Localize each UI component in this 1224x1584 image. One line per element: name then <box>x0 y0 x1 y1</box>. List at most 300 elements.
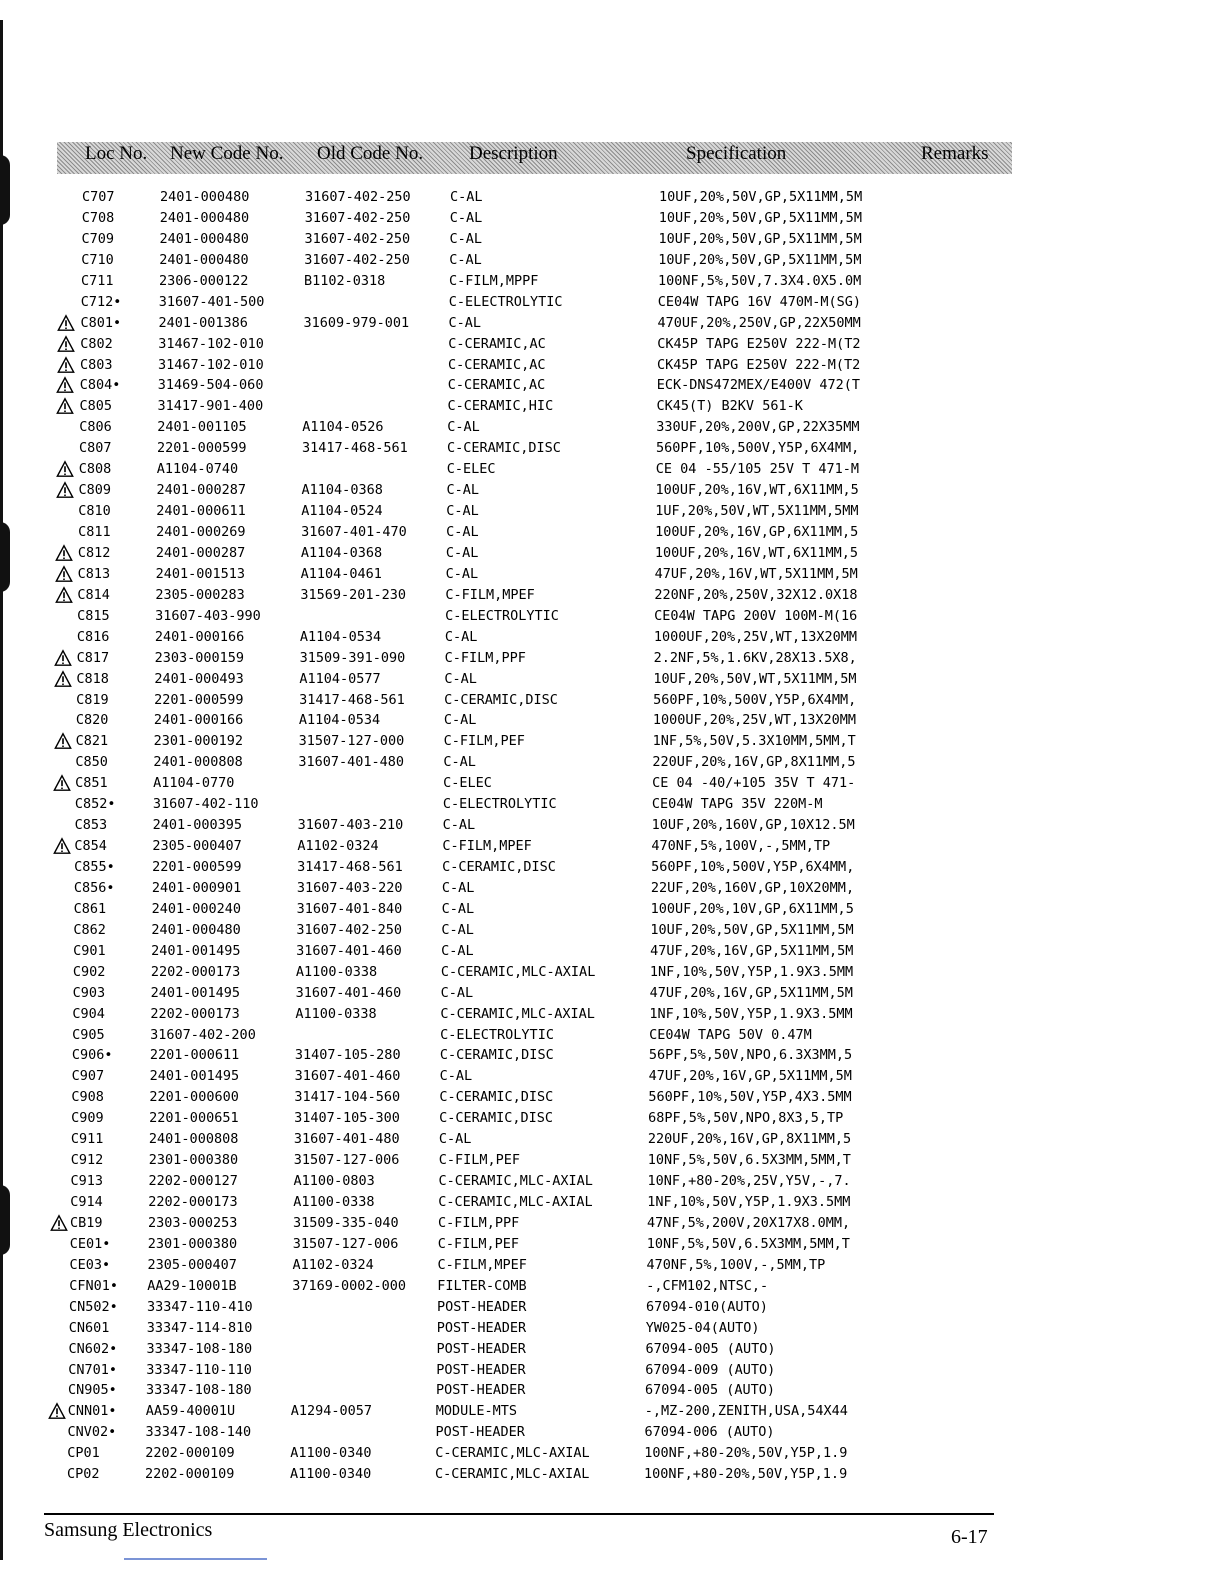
cell-new-code-no: 2202-000109 <box>145 1445 235 1462</box>
cell-description: C-AL <box>443 754 476 771</box>
cell-old-code-no: A1100-0803 <box>293 1173 375 1190</box>
cell-specification: 470NF,5%,100V,-,5MM,TP <box>646 1256 826 1273</box>
cell-specification: 47UF,20%,16V,GP,5X11MM,5M <box>649 984 853 1001</box>
cell-loc-no: C821 <box>75 733 109 750</box>
cell-specification: CK45P TAPG E250V 222-M(T2 <box>657 335 861 352</box>
cell-description: C-CERAMIC,DISC <box>439 1110 553 1127</box>
table-row <box>0 690 1224 711</box>
cell-new-code-no: 2201-000651 <box>149 1110 239 1127</box>
safety-warning-icon <box>53 774 71 792</box>
parts-table <box>0 187 1224 1485</box>
cell-new-code-no: 33347-114-810 <box>146 1319 253 1336</box>
cell-specification: 100NF,5%,50V,7.3X4.0X5.0M <box>658 272 862 289</box>
cell-specification: 10UF,20%,50V,WT,5X11MM,5M <box>653 670 857 687</box>
cell-description: C-AL <box>445 565 479 582</box>
cell-specification: 220UF,20%,16V,GP,8X11MM,5 <box>647 1131 852 1148</box>
safety-warning-icon <box>56 376 74 394</box>
cell-loc-no: C814 <box>77 586 110 603</box>
cell-specification: 10NF,5%,50V,6.5X3MM,5MM,T <box>647 1152 851 1169</box>
cell-old-code-no: 31609-979-001 <box>303 314 410 331</box>
table-row <box>0 648 1224 669</box>
cell-loc-no: CN701• <box>68 1361 117 1378</box>
cell-specification: CE04W TAPG 50V 0.47M <box>649 1026 812 1043</box>
cell-loc-no: CE01• <box>69 1235 111 1252</box>
cell-new-code-no: 2305-000407 <box>147 1256 237 1273</box>
cell-loc-no: C708 <box>81 209 115 226</box>
cell-specification: CE04W TAPG 16V 470M-M(SG) <box>657 293 861 310</box>
cell-specification: 10NF,+80-20%,25V,Y5V,-,7. <box>647 1173 851 1190</box>
safety-warning-icon <box>50 1214 68 1232</box>
cell-new-code-no: 2202-000173 <box>150 963 241 980</box>
cell-loc-no: C711 <box>81 272 114 289</box>
cell-new-code-no: 2401-001386 <box>158 314 248 331</box>
cell-loc-no: C908 <box>71 1089 104 1106</box>
cell-loc-no: C712• <box>80 293 122 310</box>
cell-old-code-no: 31417-468-561 <box>299 691 405 708</box>
cell-new-code-no: 2401-000395 <box>152 817 243 834</box>
cell-description: C-ELECTROLYTIC <box>445 607 559 624</box>
cell-description: C-FILM,PPF <box>444 649 526 666</box>
cell-old-code-no: 31607-402-250 <box>304 251 410 268</box>
cell-description: C-FILM,MPEF <box>445 586 535 603</box>
cell-loc-no: C912 <box>70 1152 104 1169</box>
table-row <box>0 857 1224 878</box>
cell-loc-no: CFN01• <box>69 1277 118 1294</box>
cell-new-code-no: A1104-0770 <box>153 775 235 792</box>
cell-old-code-no: 31417-104-560 <box>294 1089 401 1106</box>
table-row <box>0 334 1224 355</box>
cell-specification: 100UF,20%,16V,WT,6X11MM,5 <box>654 544 859 561</box>
cell-description: C-FILM,MPPF <box>449 272 539 289</box>
table-row <box>0 1213 1224 1234</box>
cell-old-code-no: 31509-391-090 <box>299 649 406 666</box>
cell-specification: YW025-04(AUTO) <box>645 1319 760 1336</box>
table-row <box>0 1380 1224 1401</box>
cell-old-code-no: 31607-403-220 <box>296 879 403 896</box>
cell-new-code-no: 2202-000173 <box>148 1194 238 1210</box>
cell-specification: 10UF,20%,50V,GP,5X11MM,5M <box>650 921 854 938</box>
cell-old-code-no: A1100-0340 <box>290 1466 372 1483</box>
cell-loc-no: C710 <box>81 251 114 268</box>
table-row <box>0 522 1224 543</box>
safety-warning-icon <box>53 837 71 855</box>
footer-link-underline <box>124 1558 267 1560</box>
cell-description: C-AL <box>446 482 480 499</box>
cell-loc-no: C803 <box>80 356 113 373</box>
cell-loc-no: C901 <box>73 942 106 959</box>
cell-specification: 100UF,20%,10V,GP,6X11MM,5 <box>650 900 854 917</box>
cell-loc-no: CP02 <box>67 1466 100 1483</box>
cell-old-code-no: 31407-105-280 <box>294 1047 401 1064</box>
table-row <box>0 396 1224 417</box>
cell-specification: 560PF,10%,50V,Y5P,4X3.5MM <box>648 1089 852 1106</box>
table-row <box>0 459 1224 480</box>
table-row <box>0 1087 1224 1108</box>
cell-new-code-no: 2202-000173 <box>150 1005 240 1022</box>
table-row <box>0 878 1224 899</box>
cell-loc-no: CP01 <box>67 1445 100 1462</box>
cell-new-code-no: 2305-000283 <box>155 586 245 603</box>
header-old-code-no: Old Code No. <box>317 143 424 164</box>
cell-loc-no: C810 <box>78 503 111 520</box>
cell-description: C-AL <box>448 314 482 331</box>
cell-description: C-ELEC <box>443 775 492 792</box>
cell-new-code-no: 2303-000159 <box>154 649 244 666</box>
cell-new-code-no: 2401-000480 <box>159 251 249 268</box>
cell-old-code-no: 31607-402-250 <box>305 189 411 205</box>
table-row <box>0 1443 1224 1464</box>
cell-specification: 47UF,20%,16V,GP,5X11MM,5M <box>650 942 854 959</box>
cell-new-code-no: 2401-000287 <box>155 544 246 561</box>
cell-specification: 560PF,10%,500V,Y5P,6X4MM, <box>656 440 860 457</box>
cell-loc-no: C820 <box>75 712 109 729</box>
cell-loc-no: CN602• <box>68 1340 118 1357</box>
cell-loc-no: C902 <box>72 963 106 980</box>
cell-specification: 560PF,10%,500V,Y5P,6X4MM, <box>651 859 855 875</box>
cell-description: C-FILM,PPF <box>437 1214 520 1231</box>
cell-description: C-AL <box>443 712 477 729</box>
cell-loc-no: C813 <box>77 565 111 582</box>
cell-description: FILTER-COMB <box>437 1277 527 1294</box>
cell-old-code-no: 31607-401-480 <box>293 1131 400 1148</box>
cell-description: MODULE-MTS <box>435 1403 518 1420</box>
table-row <box>0 669 1224 690</box>
cell-new-code-no: 31607-402-200 <box>150 1026 256 1043</box>
cell-description: POST-HEADER <box>436 1298 527 1315</box>
cell-description: C-CERAMIC,DISC <box>439 1047 554 1064</box>
cell-description: C-AL <box>450 189 483 205</box>
table-row <box>0 355 1224 376</box>
cell-old-code-no: 31607-403-210 <box>297 817 404 834</box>
cell-description: C-CERAMIC,MLC-AXIAL <box>438 1194 593 1210</box>
cell-loc-no: C807 <box>79 440 112 457</box>
cell-description: C-CERAMIC,AC <box>448 335 546 352</box>
table-row <box>0 899 1224 920</box>
cell-new-code-no: 2401-000166 <box>154 628 245 645</box>
cell-description: C-CERAMIC,DISC <box>447 440 561 457</box>
footer-rule <box>44 1513 994 1515</box>
cell-new-code-no: 33347-108-180 <box>145 1382 252 1399</box>
cell-new-code-no: 2401-001105 <box>157 419 247 436</box>
table-row <box>0 1360 1224 1381</box>
cell-old-code-no: 31417-468-561 <box>297 859 403 875</box>
cell-description: C-CERAMIC,HIC <box>447 398 554 415</box>
cell-description: C-CERAMIC,MLC-AXIAL <box>440 963 596 980</box>
cell-old-code-no: A1104-0524 <box>301 503 383 520</box>
cell-new-code-no: 31467-102-010 <box>158 335 264 352</box>
cell-new-code-no: 2401-001495 <box>151 942 241 959</box>
cell-old-code-no: A1102-0324 <box>297 838 379 855</box>
safety-warning-icon <box>57 314 75 332</box>
cell-old-code-no: A1104-0577 <box>299 670 381 687</box>
cell-specification: CE 04 -40/+105 35V T 471- <box>652 775 856 792</box>
cell-loc-no: C854 <box>74 838 107 855</box>
table-row <box>0 627 1224 648</box>
cell-old-code-no: 31509-335-040 <box>292 1214 399 1231</box>
safety-warning-icon <box>56 460 74 478</box>
cell-new-code-no: 2201-000600 <box>149 1089 239 1106</box>
cell-new-code-no: 33347-110-410 <box>146 1298 253 1315</box>
cell-old-code-no: 31569-201-230 <box>300 586 406 603</box>
table-row <box>0 585 1224 606</box>
cell-loc-no: C805 <box>79 398 113 415</box>
cell-old-code-no: A1104-0368 <box>300 544 383 561</box>
cell-new-code-no: 2202-000109 <box>145 1466 235 1483</box>
cell-new-code-no: 2401-001495 <box>149 1068 240 1085</box>
table-row <box>0 1318 1224 1339</box>
cell-specification: 1NF,10%,50V,Y5P,1.9X3.5MM <box>649 1005 853 1022</box>
cell-description: C-CERAMIC,MLC-AXIAL <box>440 1005 595 1022</box>
cell-description: C-ELECTROLYTIC <box>448 293 563 310</box>
cell-specification: 1UF,20%,50V,WT,5X11MM,5MM <box>655 503 859 520</box>
safety-warning-icon <box>54 670 72 688</box>
safety-warning-icon <box>55 544 73 562</box>
cell-new-code-no: 33347-108-180 <box>146 1340 253 1357</box>
cell-old-code-no: 31607-401-840 <box>296 900 403 917</box>
header-loc-no: Loc No. <box>85 143 148 164</box>
safety-warning-icon <box>55 565 73 583</box>
cell-specification: 10UF,20%,50V,GP,5X11MM,5M <box>658 230 862 247</box>
cell-loc-no: C914 <box>70 1194 103 1210</box>
cell-old-code-no: 31407-105-300 <box>294 1110 400 1127</box>
cell-new-code-no: 2303-000253 <box>147 1214 238 1231</box>
table-row <box>0 1150 1224 1171</box>
cell-new-code-no: 31417-901-400 <box>157 398 264 415</box>
cell-loc-no: C913 <box>70 1173 103 1190</box>
table-row <box>0 773 1224 794</box>
cell-specification: 330UF,20%,200V,GP,22X35MM <box>656 419 860 436</box>
cell-loc-no: C911 <box>70 1131 104 1148</box>
cell-loc-no: C909 <box>71 1110 104 1127</box>
safety-warning-icon <box>48 1402 66 1420</box>
cell-loc-no: CE03• <box>69 1256 111 1273</box>
table-row <box>0 731 1224 752</box>
safety-warning-icon <box>54 649 72 667</box>
cell-specification: 470UF,20%,250V,GP,22X50MM <box>657 314 861 331</box>
cell-specification: CE04W TAPG 200V 100M-M(16 <box>654 607 858 624</box>
cell-loc-no: C851 <box>75 775 108 792</box>
cell-loc-no: C819 <box>76 691 109 708</box>
cell-description: C-CERAMIC,MLC-AXIAL <box>435 1466 590 1483</box>
cell-specification: 47UF,20%,16V,WT,5X11MM,5M <box>654 565 858 582</box>
cell-loc-no: C808 <box>78 461 112 478</box>
table-row <box>0 1129 1224 1150</box>
footer-company: Samsung Electronics <box>44 1519 213 1541</box>
footer-page-number: 6-17 <box>951 1526 988 1548</box>
cell-new-code-no: 2401-000269 <box>156 524 246 540</box>
cell-loc-no: C906• <box>71 1047 113 1064</box>
table-row <box>0 564 1224 585</box>
table-row <box>0 1025 1224 1046</box>
cell-loc-no: C855• <box>74 859 115 875</box>
cell-description: C-AL <box>449 209 483 226</box>
cell-new-code-no: 2401-000808 <box>148 1131 239 1148</box>
cell-old-code-no: 31507-127-000 <box>298 733 405 750</box>
table-row <box>0 1422 1224 1443</box>
table-row <box>0 836 1224 857</box>
cell-loc-no: C811 <box>78 524 111 540</box>
cell-loc-no: C801• <box>80 314 122 331</box>
cell-old-code-no: A1104-0534 <box>298 712 381 729</box>
cell-loc-no: CN905• <box>67 1382 117 1399</box>
table-row <box>0 1234 1224 1255</box>
cell-specification: 10UF,20%,50V,GP,5X11MM,5M <box>659 189 863 205</box>
cell-specification: 100NF,+80-20%,50V,Y5P,1.9 <box>644 1466 848 1483</box>
table-row <box>0 417 1224 438</box>
cell-specification: ECK-DNS472MEX/E400V 472(T <box>656 377 860 394</box>
table-row <box>0 250 1224 271</box>
cell-description: C-FILM,MPEF <box>442 838 532 855</box>
cell-old-code-no: 31607-402-250 <box>296 921 403 938</box>
cell-description: C-FILM,PEF <box>438 1152 520 1169</box>
table-row <box>0 710 1224 731</box>
cell-old-code-no: A1294-0057 <box>290 1403 373 1420</box>
cell-description: C-AL <box>442 817 476 834</box>
cell-new-code-no: 31607-401-500 <box>158 293 265 310</box>
cell-description: POST-HEADER <box>435 1424 525 1441</box>
cell-loc-no: C852• <box>74 796 116 813</box>
cell-new-code-no: 2401-000287 <box>156 482 246 499</box>
table-row <box>0 313 1224 334</box>
cell-new-code-no: 2201-000599 <box>154 691 244 708</box>
cell-specification: 470NF,5%,100V,-,5MM,TP <box>651 838 831 855</box>
cell-old-code-no: A1100-0338 <box>293 1194 375 1210</box>
cell-specification: CE 04 -55/105 25V T 471-M <box>655 461 859 478</box>
cell-loc-no: C815 <box>77 607 110 624</box>
cell-specification: 1NF,10%,50V,Y5P,1.9X3.5MM <box>647 1194 851 1210</box>
table-row <box>0 187 1224 208</box>
cell-old-code-no: 31607-401-460 <box>295 984 402 1001</box>
cell-specification: 100NF,+80-20%,50V,Y5P,1.9 <box>644 1445 848 1462</box>
cell-loc-no: CN502• <box>68 1298 118 1315</box>
cell-old-code-no: A1104-0526 <box>302 419 384 436</box>
cell-new-code-no: 2401-000480 <box>159 209 250 226</box>
cell-new-code-no: 2401-001513 <box>155 565 245 582</box>
cell-loc-no: C707 <box>82 189 115 205</box>
header-remarks: Remarks <box>921 143 989 164</box>
cell-old-code-no: 31417-468-561 <box>302 440 408 457</box>
cell-specification: 1000UF,20%,25V,WT,13X20MM <box>652 712 857 729</box>
table-row <box>0 292 1224 313</box>
cell-new-code-no: 31607-403-990 <box>155 607 261 624</box>
cell-new-code-no: 2301-000380 <box>147 1235 238 1252</box>
table-header <box>57 142 1012 174</box>
cell-specification: 220UF,20%,16V,GP,8X11MM,5 <box>652 754 856 771</box>
table-row <box>0 1255 1224 1276</box>
cell-loc-no: C850 <box>75 754 108 771</box>
cell-description: C-ELECTROLYTIC <box>440 1026 554 1043</box>
cell-new-code-no: 2201-000599 <box>157 440 247 457</box>
cell-specification: 56PF,5%,50V,NPO,6.3X3MM,5 <box>648 1047 853 1064</box>
cell-description: C-AL <box>446 524 479 540</box>
cell-new-code-no: 31467-102-010 <box>158 356 264 373</box>
cell-loc-no: C905 <box>72 1026 105 1043</box>
table-row <box>0 1276 1224 1297</box>
cell-description: C-CERAMIC,AC <box>448 356 546 373</box>
cell-description: C-AL <box>441 879 475 896</box>
cell-specification: 10UF,20%,160V,GP,10X12.5M <box>651 817 855 834</box>
cell-specification: 100UF,20%,16V,GP,6X11MM,5 <box>655 524 859 540</box>
cell-new-code-no: 2401-000480 <box>159 230 249 247</box>
cell-old-code-no: 31507-127-006 <box>293 1152 400 1169</box>
cell-loc-no: C802 <box>80 335 113 352</box>
cell-description: C-AL <box>441 942 474 959</box>
safety-warning-icon <box>56 397 74 415</box>
cell-old-code-no: A1100-0340 <box>290 1445 372 1462</box>
cell-description: POST-HEADER <box>436 1319 527 1336</box>
cell-loc-no: C804• <box>79 377 121 394</box>
cell-old-code-no: A1100-0338 <box>295 1005 377 1022</box>
cell-old-code-no: 31607-401-460 <box>296 942 402 959</box>
cell-new-code-no: 2401-000166 <box>153 712 244 729</box>
cell-new-code-no: 2201-000599 <box>152 859 242 875</box>
cell-new-code-no: 2305-000407 <box>152 838 242 855</box>
cell-new-code-no: 31469-504-060 <box>157 377 264 394</box>
cell-description: C-AL <box>444 628 478 645</box>
cell-specification: 1NF,5%,50V,5.3X10MM,5MM,T <box>652 733 856 750</box>
cell-specification: 10NF,5%,50V,6.5X3MM,5MM,T <box>646 1235 850 1252</box>
cell-specification: 560PF,10%,500V,Y5P,6X4MM, <box>653 691 857 708</box>
cell-new-code-no: 31607-402-110 <box>152 796 259 813</box>
table-row <box>0 1297 1224 1318</box>
cell-new-code-no: A1104-0740 <box>156 461 239 478</box>
cell-loc-no: C812 <box>77 544 111 561</box>
cell-description: C-FILM,PEF <box>437 1235 519 1252</box>
cell-old-code-no: 31607-401-460 <box>294 1068 401 1085</box>
cell-loc-no: C903 <box>72 984 106 1001</box>
cell-old-code-no: 37169-0002-000 <box>292 1277 406 1294</box>
cell-loc-no: C709 <box>81 230 115 247</box>
table-row <box>0 1171 1224 1192</box>
cell-description: POST-HEADER <box>435 1382 526 1399</box>
safety-warning-icon <box>57 335 75 353</box>
cell-description: C-AL <box>447 419 480 436</box>
cell-specification: 47UF,20%,16V,GP,5X11MM,5M <box>648 1068 852 1085</box>
table-row <box>0 1004 1224 1025</box>
safety-warning-icon <box>54 732 72 750</box>
cell-description: C-AL <box>439 1068 473 1085</box>
cell-new-code-no: 2202-000127 <box>148 1173 238 1190</box>
cell-old-code-no: 31507-127-006 <box>292 1235 399 1252</box>
cell-old-code-no: B1102-0318 <box>304 272 386 289</box>
cell-loc-no: C817 <box>76 649 110 666</box>
cell-specification: 47NF,5%,200V,20X17X8.0MM, <box>646 1214 851 1231</box>
cell-new-code-no: 33347-110-110 <box>146 1361 252 1378</box>
cell-new-code-no: AA59-40001U <box>145 1403 236 1420</box>
cell-new-code-no: 2401-000240 <box>151 900 242 917</box>
cell-loc-no: C809 <box>78 482 112 499</box>
cell-old-code-no: A1104-0461 <box>300 565 382 582</box>
table-row <box>0 1401 1224 1422</box>
table-row <box>0 983 1224 1004</box>
cell-new-code-no: 2401-000901 <box>151 879 242 896</box>
cell-specification: 67094-009 (AUTO) <box>645 1361 776 1378</box>
cell-description: C-AL <box>444 670 477 687</box>
safety-warning-icon <box>55 586 73 604</box>
cell-loc-no: C861 <box>73 900 107 917</box>
cell-description: C-AL <box>449 230 483 247</box>
cell-description: C-AL <box>441 900 475 917</box>
table-row <box>0 815 1224 836</box>
cell-specification: 10UF,20%,50V,GP,5X11MM,5M <box>658 251 862 268</box>
cell-specification: 67094-006 (AUTO) <box>644 1424 775 1441</box>
table-row <box>0 606 1224 627</box>
cell-description: C-AL <box>445 544 479 561</box>
table-row <box>0 941 1224 962</box>
cell-specification: 1NF,10%,50V,Y5P,1.9X3.5MM <box>649 963 854 980</box>
cell-loc-no: C907 <box>71 1068 105 1085</box>
cell-loc-no: CB19 <box>69 1214 103 1231</box>
